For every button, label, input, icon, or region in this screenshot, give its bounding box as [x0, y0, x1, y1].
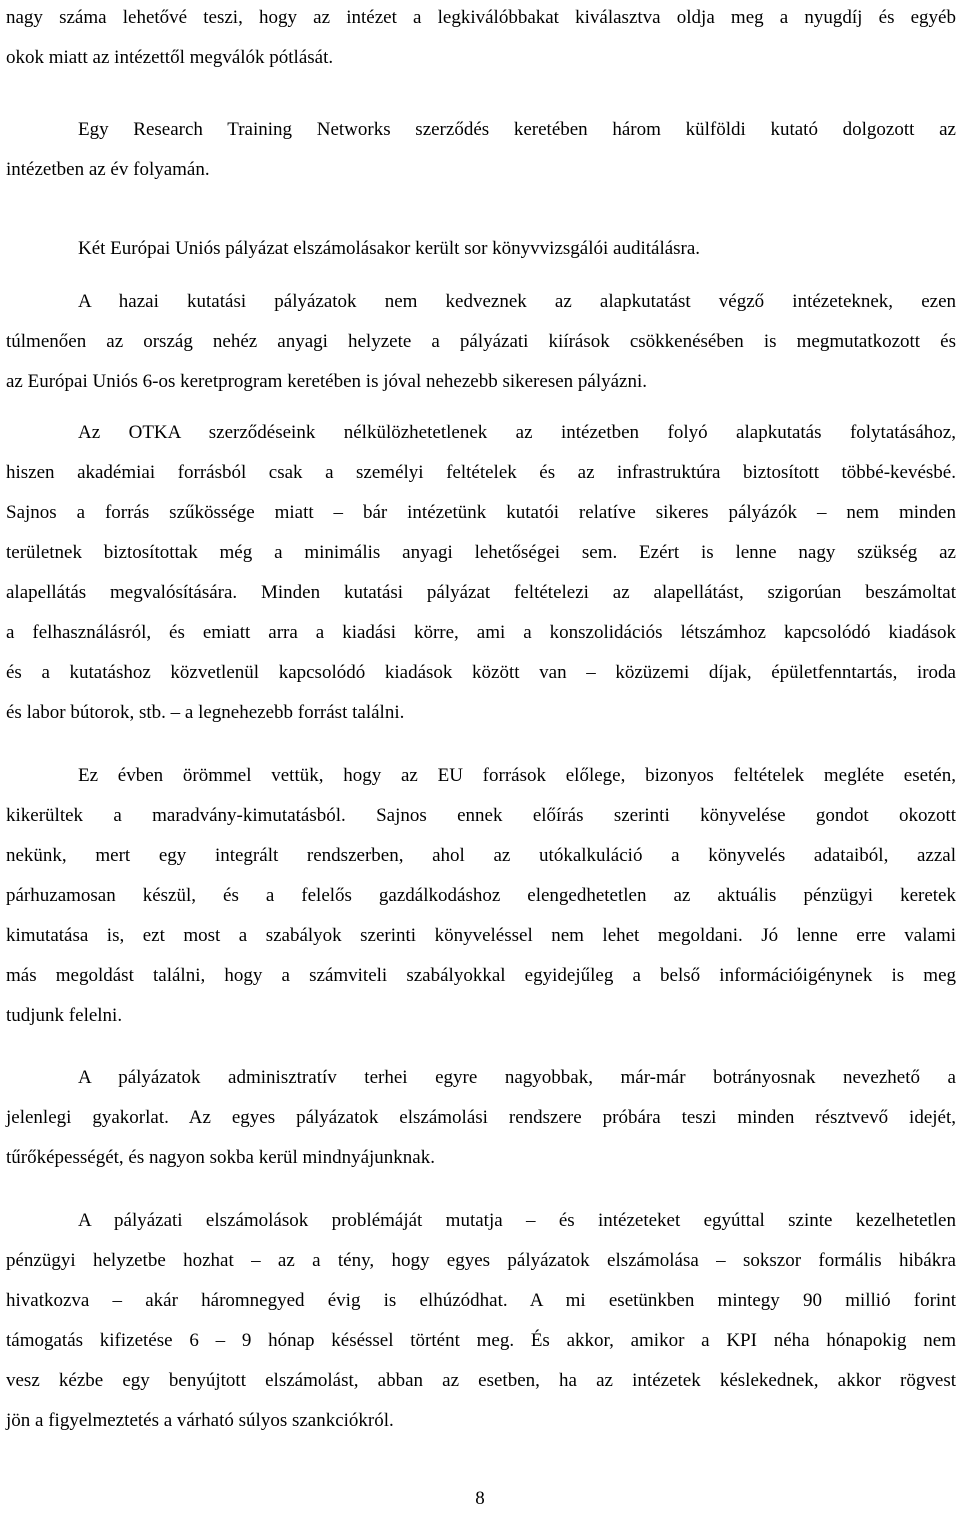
text-line: párhuzamosan készül, és a felelős gazdálkodáshoz elengedhetetlen az aktuális pénzügyi keretek [6, 885, 956, 906]
page-number: 8 [475, 1488, 485, 1509]
text-line: A hazai kutatási pályázatok nem kedveznek az alapkutatást végző intézeteknek, ezen [78, 291, 956, 312]
text-line: A pályázati elszámolások problémáját mutatja – és intézeteket egyúttal szinte kezelhetetlen [78, 1210, 956, 1231]
text-line: Két Európai Uniós pályázat elszámolásakor került sor könyvvizsgálói auditálásra. [78, 238, 701, 259]
text-line: más megoldást találni, hogy a számviteli szabályokkal egyidejűleg a belső információigénynek is meg [6, 965, 956, 986]
text-line: alapellátás megvalósítására. Minden kutatási pályázat feltételezi az alapellátást, szigorúan beszámoltat [6, 582, 956, 603]
paragraph-8 [6, 1201, 956, 1441]
paragraph-1 [6, 0, 956, 78]
text-line: nagy száma lehetővé teszi, hogy az intézet a legkiválóbbakat kiválasztva oldja meg a nyugdíj és egyéb [6, 7, 956, 28]
text-line: és labor bútorok, stb. – a legnehezebb forrást találni. [6, 702, 405, 723]
text-line: és a kutatáshoz közvetlenül kapcsolódó kiadások között van – közüzemi díjak, épületfenntartás, iroda [6, 662, 956, 683]
text-line: nekünk, mert egy integrált rendszerben, ahol az utókalkuláció a könyvelés adataiból, azzal [6, 845, 956, 866]
paragraph-4 [6, 282, 956, 402]
text-line: Sajnos a forrás szűkössége miatt – bár intézetünk kutatói relatíve sikeres pályázók – nem minden [6, 502, 956, 523]
text-line: tűrőképességét, és nagyon sokba kerül mindnyájunknak. [6, 1147, 435, 1168]
text-line: az Európai Uniós 6-os keretprogram keretében is jóval nehezebb sikeresen pályázni. [6, 371, 647, 392]
text-line: túlmenően az ország nehéz anyagi helyzete a pályázati kiírások csökkenésében is megmutatkozott és [6, 331, 956, 352]
text-line: kikerültek a maradvány-kimutatásból. Sajnos ennek előírás szerinti könyvelése gondot okozott [6, 805, 956, 826]
text-line: okok miatt az intézettől megválók pótlását. [6, 47, 334, 68]
text-line: Ez évben örömmel vettük, hogy az EU források előlege, bizonyos feltételek megléte esetén, [78, 765, 956, 786]
paragraph-6 [6, 756, 956, 1036]
text-line: Egy Research Training Networks szerződés keretében három külföldi kutató dolgozott az [78, 119, 956, 140]
text-line: jön a figyelmeztetés a várható súlyos szankciókról. [6, 1410, 394, 1431]
paragraph-3 [6, 229, 956, 269]
text-line: Az OTKA szerződéseink nélkülözhetetlenek az intézetben folyó alapkutatás folytatásához, [78, 422, 956, 443]
text-line: hiszen akadémiai forrásból csak a személyi feltételek és az infrastruktúra biztosított többé-kevésbé. [6, 462, 956, 483]
paragraph-2 [6, 110, 956, 190]
text-line: a felhasználásról, és emiatt arra a kiadási körre, ami a konszolidációs létszámhoz kapcsolódó kiadások [6, 622, 956, 643]
text-line: jelenlegi gyakorlat. Az egyes pályázatok elszámolási rendszere próbára teszi minden résztvevő idejét, [6, 1107, 956, 1128]
text-line: kimutatása is, ezt most a szabályok szerinti könyveléssel nem lehet megoldani. Jó lenne erre valami [6, 925, 956, 946]
paragraph-5 [6, 413, 956, 733]
text-line: hivatkozva – akár háromnegyed évig is elhúzódhat. A mi esetünkben mintegy 90 millió forint [6, 1290, 956, 1311]
text-line: vesz kézbe egy benyújtott elszámolást, abban az esetben, ha az intézetek késlekednek, akkor rögvest [6, 1370, 956, 1391]
text-line: pénzügyi helyzetbe hozhat – az a tény, hogy egyes pályázatok elszámolása – sokszor formális hibákra [6, 1250, 956, 1271]
text-line: területnek biztosítottak még a minimális anyagi lehetőségei sem. Ezért is lenne nagy szükség az [6, 542, 956, 563]
text-line: A pályázatok adminisztratív terhei egyre nagyobbak, már-már botrányosnak nevezhető a [78, 1067, 956, 1088]
text-line: tudjunk felelni. [6, 1005, 123, 1026]
paragraph-7 [6, 1058, 956, 1178]
text-line: intézetben az év folyamán. [6, 159, 210, 180]
text-line: támogatás kifizetése 6 – 9 hónap késéssel történt meg. És akkor, amikor a KPI néha hónapokig nem [6, 1330, 956, 1351]
